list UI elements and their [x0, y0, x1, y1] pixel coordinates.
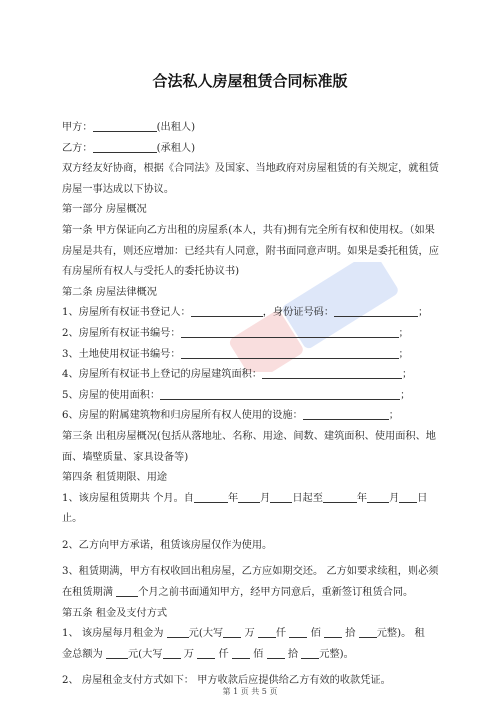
renewal-text: 个月之前书面通知甲方，经甲方同意后，重新签订租赁合同。: [138, 587, 414, 599]
rent-capital-label: 元(大写: [188, 628, 224, 640]
building-area-blank[interactable]: [262, 366, 402, 379]
article2-item-6: [62, 406, 448, 427]
rent-wan-blank[interactable]: [223, 625, 241, 638]
bai-label: 佰: [310, 628, 321, 640]
start-month-blank[interactable]: [238, 490, 260, 503]
party-a-role: (出租人): [156, 122, 196, 133]
qian-label: 仟: [275, 628, 287, 640]
total-bai-blank[interactable]: [232, 646, 250, 659]
party-a-label: 甲方：: [62, 122, 93, 133]
rent-shi-blank[interactable]: [324, 625, 342, 638]
part1-heading: 第一部分 房屋概况: [62, 204, 147, 216]
shi-label: 拾: [345, 628, 356, 640]
party-b-role: (承租人): [156, 142, 196, 154]
renewal-label: 在租赁期满: [62, 587, 113, 599]
facilities-blank[interactable]: [303, 407, 389, 420]
article5-item-2: 2、 房屋租金支付方式如下： 甲方收款后应提供给乙方有效的收款凭证。: [62, 675, 391, 687]
article5-item-1-line-2: [62, 645, 448, 666]
rent-yuan-blank[interactable]: [359, 625, 377, 638]
party-b-label: 乙方：: [62, 142, 93, 154]
article4-item-3-line-2: [62, 583, 448, 604]
total-end: 元整)。: [319, 648, 354, 660]
end-month-blank[interactable]: [367, 490, 389, 503]
rent-bai-blank[interactable]: [289, 625, 307, 638]
article4-item-3-line-1: 3、租赁期满，甲方有权收回出租房屋，乙方应如期交还。 乙方如要求续租，则必须: [62, 566, 439, 578]
article4-item-2: 2、乙方向甲方承诺，租赁该房屋仅作为使用。: [62, 539, 273, 551]
start-year-blank[interactable]: [194, 490, 228, 503]
end-year-blank[interactable]: [323, 490, 357, 503]
party-b-blank[interactable]: [93, 140, 157, 153]
item1-label: 1、房屋所有权证书登记人：: [62, 307, 191, 319]
wan-label-2: 万: [183, 648, 194, 660]
notice-months-blank[interactable]: [116, 584, 138, 597]
from-label: 日起至: [292, 492, 323, 504]
article3-line-1: 第三条 出租房屋概况(包括从落地址、名称、用途、间数、建筑面积、使用面积、地: [62, 430, 436, 442]
rent-label: 1、 该房屋每月租金为: [62, 628, 164, 640]
id-number-blank[interactable]: [334, 304, 418, 317]
article2-item-1: [62, 303, 448, 324]
total-yuan-blank[interactable]: [301, 646, 319, 659]
article1-line-3: 有房屋所有权人与受托人的委托协议书): [62, 266, 240, 278]
article1-line-1: 第一条 甲方保证向乙方出租的房屋系(本人，共有)拥有完全所有权和使用权。（如果: [62, 224, 435, 236]
article2-heading: 第二条 房屋法律概况: [62, 286, 157, 298]
contract-body: [62, 118, 448, 692]
total-qian-blank[interactable]: [197, 646, 215, 659]
item3-end: ；: [398, 348, 409, 360]
party-a-line: [62, 118, 448, 139]
rent-end: 元整)。 租: [376, 628, 425, 640]
land-cert-blank[interactable]: [181, 346, 399, 359]
party-b-line: [62, 139, 448, 160]
article5-heading: 第五条 租金及支付方式: [62, 607, 168, 619]
term-label: 1、该房屋租赁期共 个月。自: [62, 492, 194, 504]
shi-label-2: 拾: [287, 648, 299, 660]
year-label-2: 年: [356, 492, 368, 504]
month-label: 月: [260, 492, 271, 504]
item5-end: ；: [400, 389, 411, 401]
article4-heading: 第四条 租赁期限、用途: [62, 472, 168, 484]
item2-label: 2、房屋所有权证书编号：: [62, 327, 181, 339]
article2-item-4: [62, 365, 448, 386]
item2-end: ；: [398, 327, 409, 339]
day-label: 日: [417, 492, 428, 504]
usable-area-blank[interactable]: [160, 387, 400, 400]
article3-line-2: 面、墙壁质量、家具设备等): [62, 451, 189, 463]
party-a-blank[interactable]: [93, 119, 157, 132]
article1-line-2: 房屋是共有，则还应增加：已经共有人同意，附书面同意声明。如果是委托租赁，应: [62, 245, 439, 257]
total-wan-blank[interactable]: [163, 646, 181, 659]
monthly-rent-blank[interactable]: [167, 625, 189, 638]
qian-label-2: 仟: [218, 648, 229, 660]
item5-label: 5、房屋的使用面积：: [62, 389, 161, 401]
bai-label-2: 佰: [253, 648, 264, 660]
article4-item-1: [62, 489, 448, 510]
article2-item-3: [62, 345, 448, 366]
start-day-blank[interactable]: [270, 490, 292, 503]
item6-end: ；: [388, 410, 399, 422]
registrant-blank[interactable]: [191, 304, 263, 317]
year-label: 年: [227, 492, 239, 504]
total-rent-blank[interactable]: [106, 646, 128, 659]
item1-end: ；: [418, 307, 429, 319]
article4-item-1-end: 止。: [62, 513, 83, 525]
article2-item-5: [62, 386, 448, 407]
ownership-cert-blank[interactable]: [181, 325, 399, 338]
item4-label: 4、房屋所有权证书上登记的房屋建筑面积：: [62, 369, 263, 381]
id-label: ，身份证号码：: [262, 307, 335, 319]
intro-line-1: 双方经友好协商，根据《合同法》及国家、当地政府对房屋租赁的有关规定，就租赁: [62, 163, 439, 175]
total-capital-label: 元(大写: [128, 648, 163, 660]
item3-label: 3、土地使用权证书编号：: [62, 348, 181, 360]
item6-label: 6、房屋的附属建筑物和归房屋所有权人使用的设施：: [62, 410, 303, 422]
total-shi-blank[interactable]: [267, 646, 285, 659]
end-day-blank[interactable]: [399, 490, 417, 503]
rent-qian-blank[interactable]: [258, 625, 276, 638]
item4-end: ；: [402, 369, 413, 381]
intro-line-2: 房屋一事达成以下协议。: [62, 183, 175, 195]
month-label-2: 月: [389, 492, 400, 504]
page-title: 合法私人房屋租赁合同标准版: [152, 72, 348, 90]
wan-label: 万: [244, 628, 255, 640]
article2-item-2: [62, 324, 448, 345]
page-footer: 第 1 页 共 5 页: [222, 687, 278, 696]
total-label: 金总额为: [62, 648, 103, 660]
article5-item-1-line-1: [62, 624, 448, 645]
